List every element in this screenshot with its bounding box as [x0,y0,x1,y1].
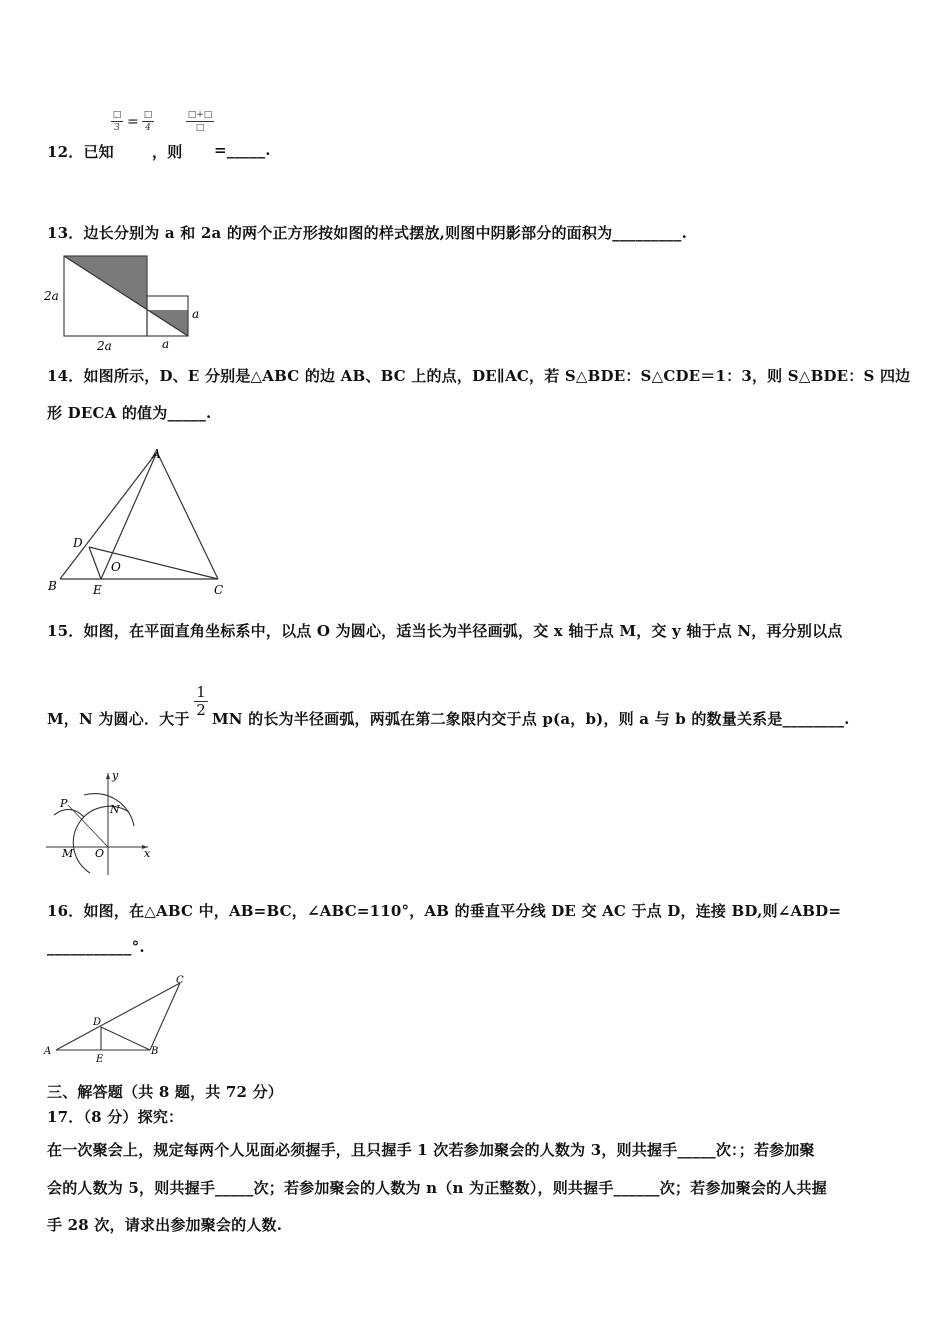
q14-label-A: A [152,447,161,461]
q14-figure [40,440,240,605]
q16-label-C: C [176,975,184,986]
q16-label-B: B [151,1046,159,1057]
q15-label-P: P [60,797,68,810]
q17-line1: 在一次聚会上，规定每两个人见面必须握手，且只握手 1 次若参加聚会的人数为 3，则共握手_____次：；若参加聚 [47,1141,815,1159]
q15-label-y: y [112,769,119,782]
q15-line2b: MN 的长为半径画弧，两弧在第二象限内交于点 p(a，b)，则 a 与 b 的数量关系是________. [212,710,850,728]
q13-right-label: a [192,307,200,321]
q16-label-E: E [96,1054,104,1065]
q15-line2a: M，N 为圆心．大于 [47,710,190,728]
q16-label-A: A [44,1046,52,1057]
fraction-a [111,110,123,133]
q15-figure [40,765,170,880]
q12-tail: =_____. [214,141,271,159]
section3-heading: 三、解答题（共 8 题，共 72 分） [47,1083,284,1101]
q15-arc-m [54,809,84,817]
q12-mid: ，则 [152,143,183,161]
q17-title: 17．（8 分）探究： [47,1108,184,1126]
q12-number: 12．已知 [47,143,114,161]
q15-arc-n [84,794,134,826]
q15-ray-op [68,805,108,847]
q17-line3: 手 28 次，请求出参加聚会的人数. [47,1216,283,1234]
q13-bottom-left-label: 2a [97,339,112,353]
fraction-c-denominator: □ [195,123,205,133]
q14-line2: 形 DECA 的值为_____. [47,404,212,422]
q15-label-x: x [144,847,151,860]
q13-figure [40,250,210,355]
fraction-b-numerator: □ [143,110,153,120]
fraction-b [142,110,154,133]
fraction-a-denominator: 3 [114,123,120,133]
q16-label-D: D [93,1017,102,1028]
half-denominator: 2 [194,701,208,719]
q16-line1: 16．如图，在△ABC 中，AB=BC，∠ABC=110°，AB 的垂直平分线 DE 交 AC 于点 D，连接 BD,则∠ABD= [47,902,842,920]
fraction-c [186,110,214,133]
q14-label-D: D [73,536,83,550]
q16-line2: ___________°. [47,938,145,956]
q15-label-M: M [62,847,74,860]
half-fraction [194,684,208,720]
equals-sign: = [127,114,139,130]
q15-label-O: O [95,847,105,860]
q15-line1: 15．如图，在平面直角坐标系中，以点 O 为圆心，适当长为半径画弧，交 x 轴于点 M，交 y 轴于点 N，再分别以点 [47,622,843,640]
q15-label-N: N [110,803,120,816]
q13-text: 13．边长分别为 a 和 2a 的两个正方形按如图的样式摆放,则图中阴影部分的面积为_________. [47,224,687,242]
q13-bottom-right-label: a [162,337,170,351]
fraction-b-denominator: 4 [145,123,151,133]
q14-label-B: B [48,579,57,593]
q14-label-O: O [111,560,121,574]
q14-line1: 14．如图所示，D、E 分别是△ABC 的边 AB、BC 上的点，DE∥AC，若 S△BDE：S△CDE＝1：3，则 S△BDE：S 四边 [47,367,911,385]
q14-label-E: E [93,583,102,597]
fraction-c-numerator: □+□ [187,110,213,120]
q16-figure [40,965,200,1065]
q17-line2: 会的人数为 5，则共握手_____次；若参加聚会的人数为 n（n 为正整数），则共握手______次；若参加聚会的人共握 [47,1179,827,1197]
half-numerator: 1 [196,683,206,701]
q13-left-label: 2a [44,289,59,303]
fraction-a-numerator: □ [112,110,122,120]
q14-label-C: C [214,583,224,597]
